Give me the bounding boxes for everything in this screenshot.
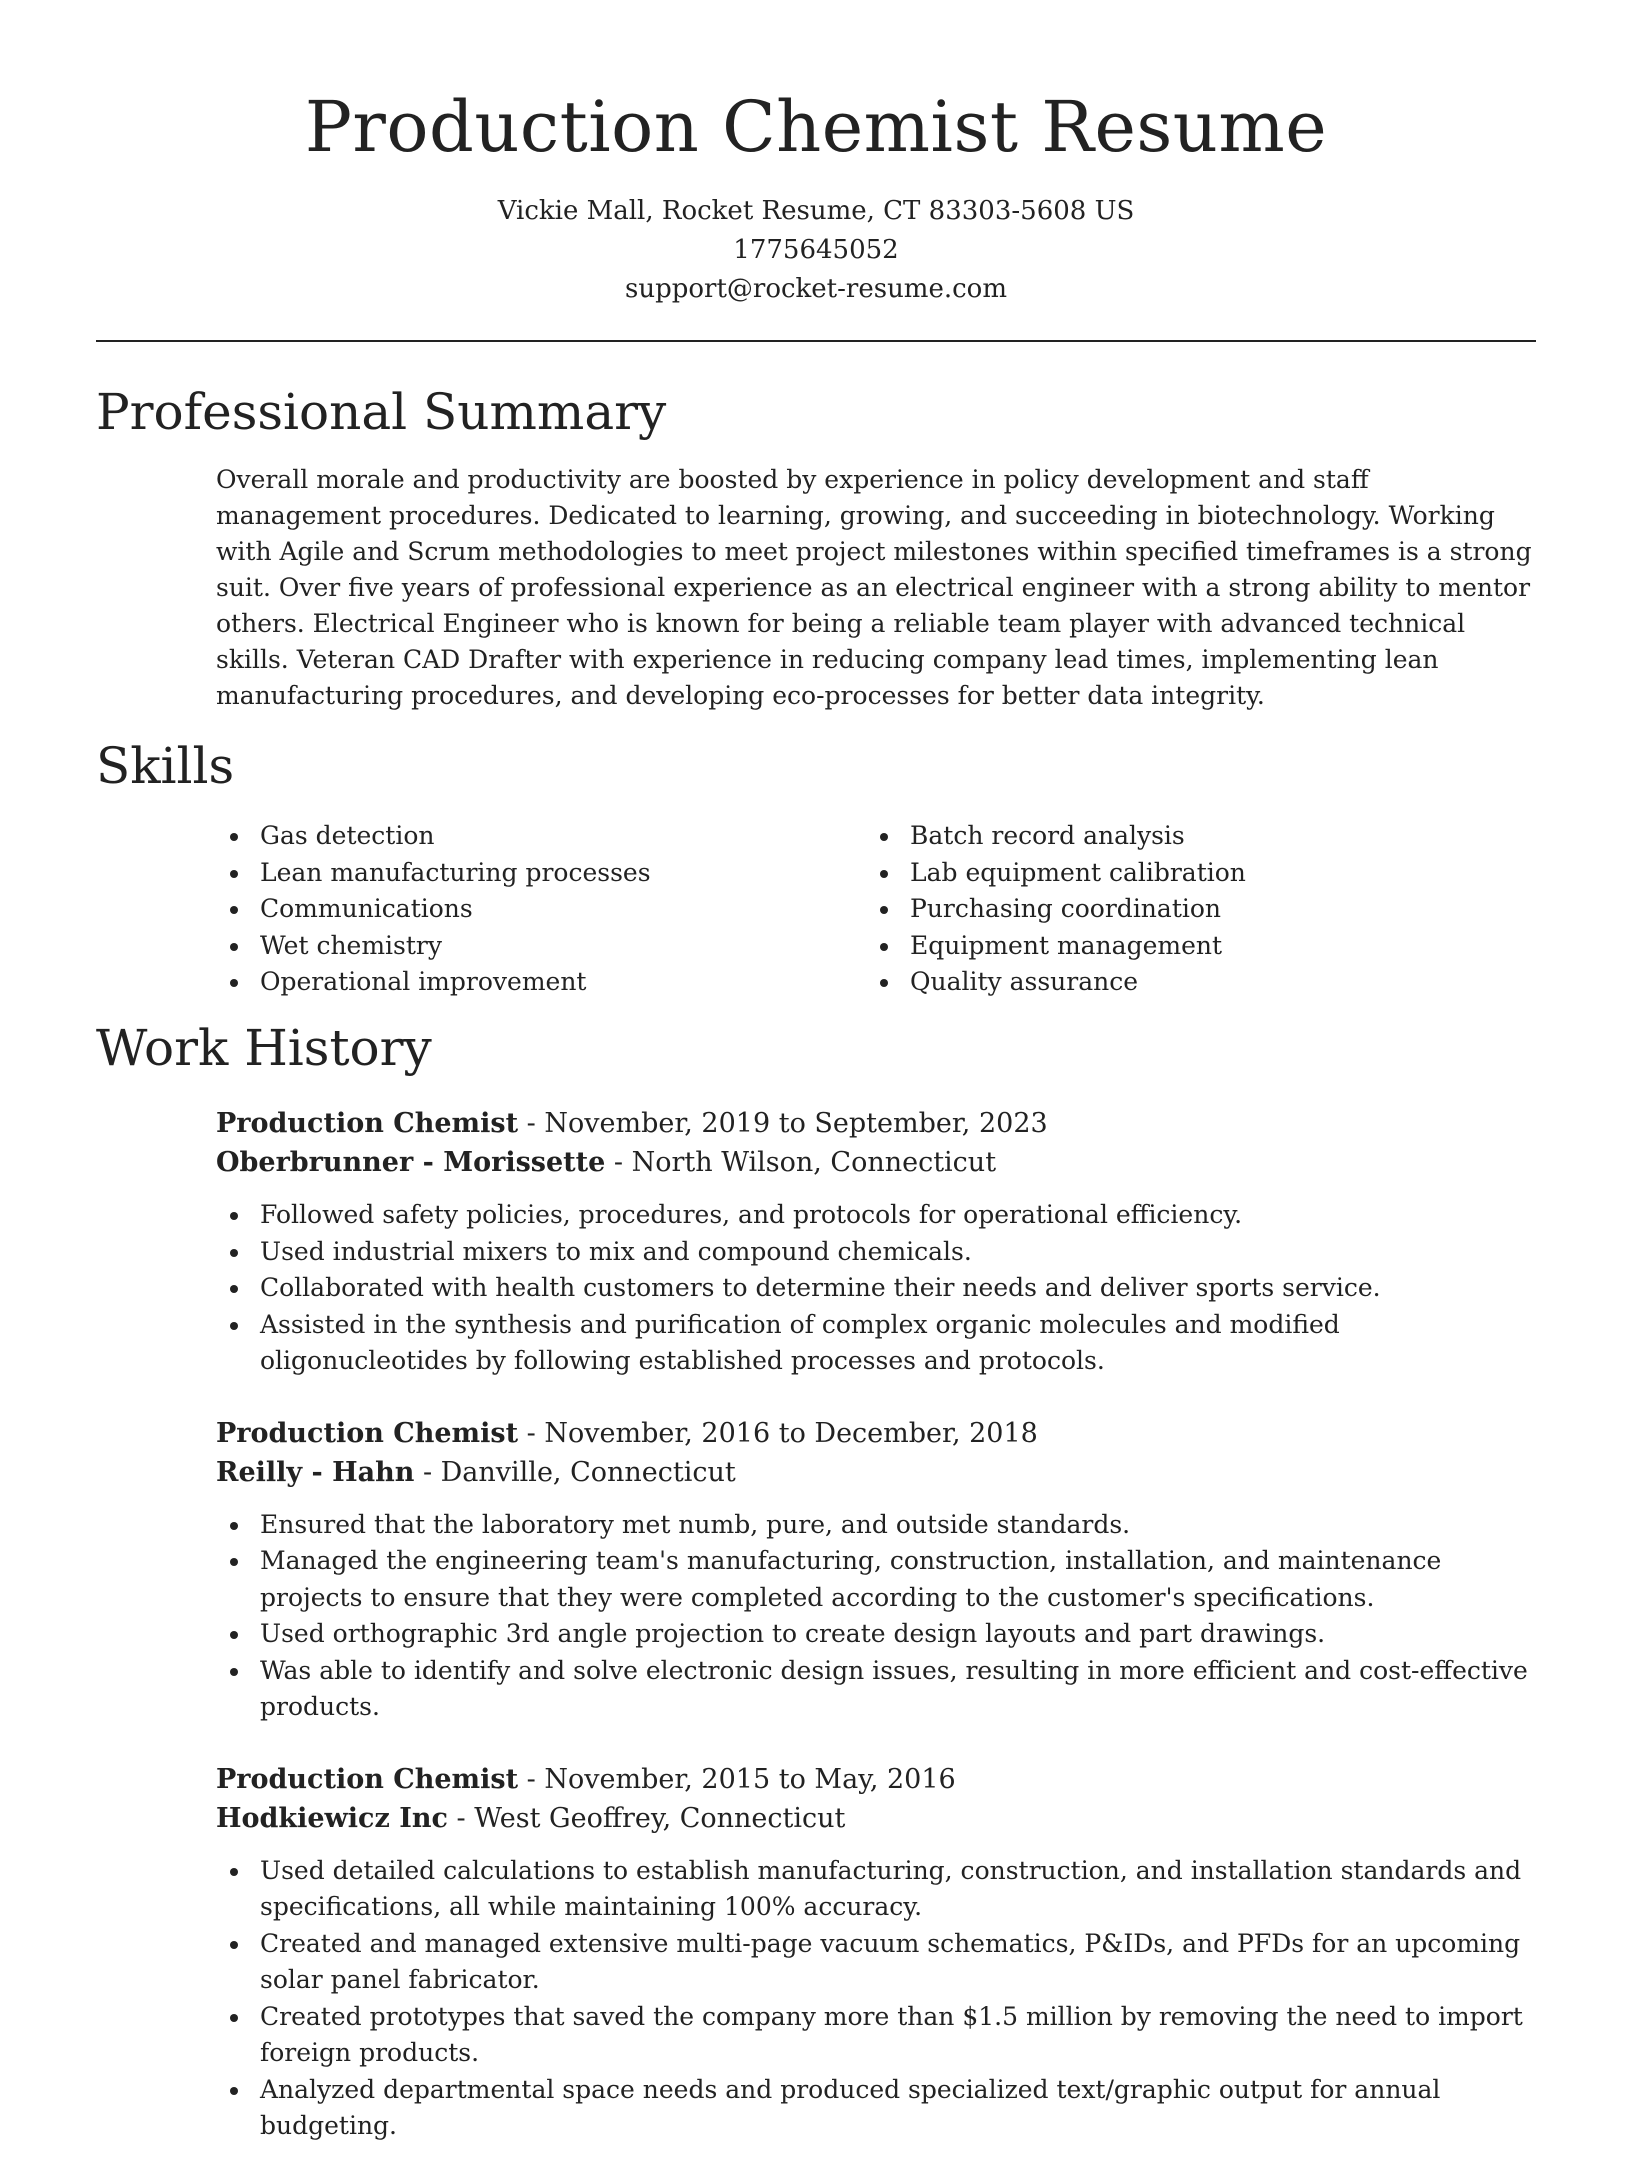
job-title-line <box>216 1760 1536 1799</box>
job-bullet: Created and managed extensive multi-page vacuum schematics, P&IDs, and PFDs for an upcoming solar panel fabricator. <box>216 1926 1536 1999</box>
job-bullets <box>216 1853 1536 2145</box>
job-entry <box>216 1760 1536 2145</box>
job-title-line <box>216 1414 1536 1453</box>
contact-block <box>0 192 1632 309</box>
job-location: - West Geoffrey, Connecticut <box>447 1802 846 1834</box>
skill-item: Equipment management <box>866 928 1516 965</box>
job-company-line <box>216 1453 1536 1492</box>
job-bullet: Followed safety policies, procedures, and protocols for operational efficiency. <box>216 1197 1536 1234</box>
job-title: Production Chemist <box>216 1417 519 1449</box>
job-bullets <box>216 1507 1536 1726</box>
skill-item: Purchasing coordination <box>866 891 1516 928</box>
contact-email: support@rocket-resume.com <box>624 274 1007 304</box>
skills-list <box>216 818 1536 1001</box>
resume-header <box>0 82 1632 309</box>
work-history-list <box>216 1104 1536 2179</box>
job-bullet: Analyzed departmental space needs and produced specialized text/graphic output for annual budgeting. <box>216 2072 1536 2145</box>
skills-column-right <box>866 818 1516 1001</box>
job-title: Production Chemist <box>216 1108 519 1139</box>
job-bullet: Ensured that the laboratory met numb, pure, and outside standards. <box>216 1507 1536 1544</box>
work-history-heading: Work History <box>96 1019 432 1077</box>
job-bullet: Collaborated with health customers to determine their needs and deliver sports service. <box>216 1270 1536 1307</box>
job-title-line <box>216 1104 1536 1143</box>
job-title: Production Chemist <box>216 1763 519 1795</box>
skill-item: Quality assurance <box>866 964 1516 1001</box>
job-company-line <box>216 1799 1536 1838</box>
job-bullet: Assisted in the synthesis and purification of complex organic molecules and modified oligonucleotides by following established processes and protocols. <box>216 1307 1536 1380</box>
skill-item: Batch record analysis <box>866 818 1516 855</box>
job-company: Reilly - Hahn <box>216 1456 415 1488</box>
job-location: - Danville, Connecticut <box>414 1456 736 1488</box>
page-title: Production Chemist Resume <box>304 86 1328 168</box>
skill-item: Gas detection <box>216 818 866 855</box>
job-bullet: Used detailed calculations to establish manufacturing, construction, and installation standards and specifications, all while maintaining 100% accuracy. <box>216 1853 1536 1926</box>
summary-heading: Professional Summary <box>96 383 667 441</box>
job-bullets <box>216 1197 1536 1380</box>
job-company-line <box>216 1143 1536 1182</box>
job-company: Oberbrunner - Morissette <box>216 1147 606 1178</box>
job-dates: - November, 2016 to December, 2018 <box>518 1417 1038 1449</box>
job-company: Hodkiewicz Inc <box>216 1802 448 1834</box>
summary-text: Overall morale and productivity are boosted by experience in policy development and staff management procedures. Dedicated to learning, growing, and succeeding in biotechnology. Working with Agile and Scrum methodologies to meet project milestones within specified timeframes is a strong suit. Over five years of professional experience as an electrical engineer with a strong ability to mentor others. Electrical Engineer who is known for being a reliable team player with advanced technical skills. Veteran CAD Drafter with experience in reducing company lead times, implementing lean manufacturing procedures, and developing eco-processes for better data integrity. <box>216 465 1532 710</box>
skills-heading: Skills <box>96 737 235 795</box>
job-dates: - November, 2015 to May, 2016 <box>518 1763 956 1795</box>
skill-item: Operational improvement <box>216 964 866 1001</box>
skills-column-left <box>216 818 866 1001</box>
skill-item: Lab equipment calibration <box>866 855 1516 892</box>
skill-item: Wet chemistry <box>216 928 866 965</box>
job-location: - North Wilson, Connecticut <box>605 1147 997 1178</box>
skill-item: Communications <box>216 891 866 928</box>
skill-item: Lean manufacturing processes <box>216 855 866 892</box>
contact-address: Vickie Mall, Rocket Resume, CT 83303-5608 US <box>497 196 1135 226</box>
job-bullet: Created prototypes that saved the company more than $1.5 million by removing the need to import foreign products. <box>216 1999 1536 2072</box>
job-dates: - November, 2019 to September, 2023 <box>518 1108 1048 1139</box>
job-bullet: Managed the engineering team's manufacturing, construction, installation, and maintenance projects to ensure that they were completed according to the customer's specifications. <box>216 1543 1536 1616</box>
job-entry <box>216 1104 1536 1380</box>
job-bullet: Used industrial mixers to mix and compound chemicals. <box>216 1234 1536 1271</box>
header-divider <box>96 340 1536 342</box>
job-bullet: Was able to identify and solve electronic design issues, resulting in more efficient and cost-effective products. <box>216 1653 1536 1726</box>
job-bullet: Used orthographic 3rd angle projection to create design layouts and part drawings. <box>216 1616 1536 1653</box>
job-entry <box>216 1414 1536 1726</box>
contact-phone: 1775645052 <box>733 235 899 265</box>
